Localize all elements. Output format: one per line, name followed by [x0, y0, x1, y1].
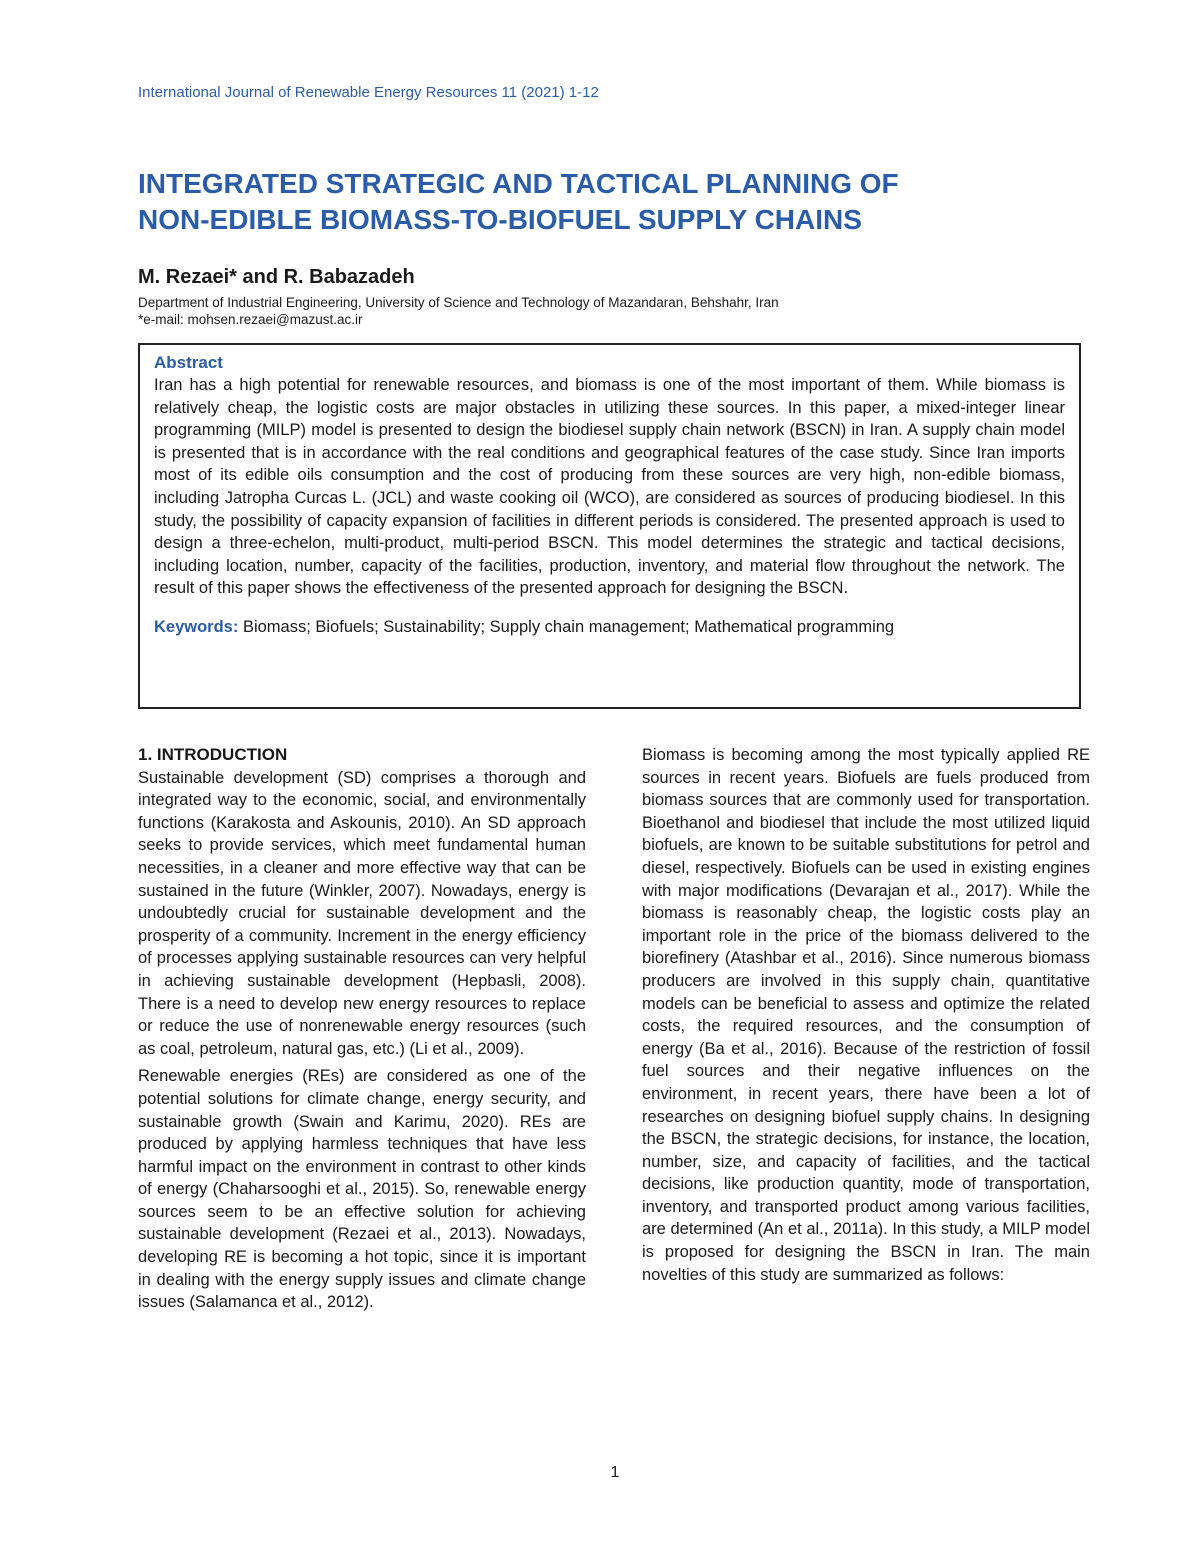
paper-title — [138, 166, 1088, 238]
paragraph: Biomass is becoming among the most typically applied RE sources in recent years. Biofuels are fuels produced from biomass sources that are commonly used for transportation. Bioethanol and biodiesel that include the most utilized liquid biofuels, are known to be suitable substitutions for petrol and diesel, respectively. Biofuels can be used in existing engines with major modifications (Devarajan et al., 2017). While the biomass is reasonably cheap, the logistic costs play an important role in the price of the biomass delivered to the biorefinery (Atashbar et al., 2016). Since numerous biomass producers are involved in this supply chain, quantitative models can be beneficial to assess and optimize the related costs, the required resources, and the consumption of energy (Ba et al., 2016). Because of the restriction of fossil fuel sources and their negative influences on the environment, in recent years, there have been a lot of researches on designing biofuel supply chains. In designing the BSCN, the strategic decisions, for instance, the location, number, size, and capacity of facilities, and the tactical decisions, like production quantity, mode of transportation, inventory, and transported product among various facilities, are determined (An et al., 2011a). In this study, a MILP model is proposed for designing the BSCN in Iran. The main novelties of this study are summarized as follows: — [642, 746, 1090, 1284]
keywords-list: Biomass; Biofuels; Sustainability; Supply chain management; Mathematical programming — [242, 617, 895, 636]
abstract-text: Iran has a high potential for renewable resources, and biomass is one of the most important of them. While biomass is relatively cheap, the logistic costs are major obstacles in utilizing these sources. In this paper, a mixed-integer linear programming (MILP) model is presented to design the biodiesel supply chain network (BSCN) in Iran. A supply chain model is presented that is in accordance with the real conditions and geographical features of the case study. Since Iran imports most of its edible oils consumption and the cost of producing from these sources are very high, non-edible biomass, including Jatropha Curcas L. (JCL) and waste cooking oil (WCO), are considered as sources of producing biodiesel. In this study, the possibility of capacity expansion of facilities in different periods is considered. The presented approach is used to design a three-echelon, multi-product, multi-period BSCN. This model determines the strategic and tactical decisions, including location, number, capacity of the facilities, production, inventory, and material flow throughout the network. The result of this paper shows the effectiveness of the presented approach for designing the BSCN. — [154, 376, 1065, 598]
affiliation: Department of Industrial Engineering, University of Science and Technology of Mazandaran, Behshahr, Iran — [138, 295, 779, 310]
abstract-heading: Abstract — [154, 353, 223, 372]
affiliation-block — [138, 294, 779, 328]
paragraph: Renewable energies (REs) are considered as one of the potential solutions for climate change, energy security, and sustainable growth (Swain and Karimu, 2020). REs are produced by applying harmless techniques that have less harmful impact on the environment in contrast to other kinds of energy (Chaharsooghi et al., 2015). So, renewable energy sources seem to be an effective solution for achieving sustainable development (Rezaei et al., 2013). Nowadays, developing RE is becoming a hot topic, since it is important in dealing with the energy supply issues and climate change issues (Salamanca et al., 2012). — [138, 1067, 586, 1312]
title-line-1: INTEGRATED STRATEGIC AND TACTICAL PLANNING OF — [138, 168, 899, 199]
keywords — [154, 616, 1065, 638]
keywords-label: Keywords: — [154, 617, 239, 636]
abstract-box — [138, 343, 1081, 709]
left-column — [138, 744, 586, 1319]
authors: M. Rezaei* and R. Babazadeh — [138, 266, 415, 288]
page-number: 1 — [610, 1464, 620, 1481]
paragraph: Sustainable development (SD) comprises a thorough and integrated way to the economic, social, and environmentally functions (Karakosta and Askounis, 2010). An SD approach seeks to provide services, which meet fundamental human necessities, in a cleaner and more effective way that can be sustained in the future (Winkler, 2007). Nowadays, energy is undoubtedly crucial for sustainable development and the prosperity of a community. Increment in the energy efficiency of processes applying sustainable resources can very helpful in achieving sustainable development (Hepbasli, 2008). There is a need to develop new energy resources to replace or reduce the use of nonrenewable energy resources (such as coal, petroleum, natural gas, etc.) (Li et al., 2009). — [138, 768, 586, 1058]
email: *e-mail: mohsen.rezaei@mazust.ac.ir — [138, 312, 363, 327]
journal-citation: International Journal of Renewable Energy Resources 11 (2021) 1-12 — [138, 84, 599, 101]
section-heading: 1. INTRODUCTION — [138, 745, 288, 764]
right-column — [642, 744, 1090, 1291]
title-line-2: NON-EDIBLE BIOMASS-TO-BIOFUEL SUPPLY CHAINS — [138, 204, 862, 235]
